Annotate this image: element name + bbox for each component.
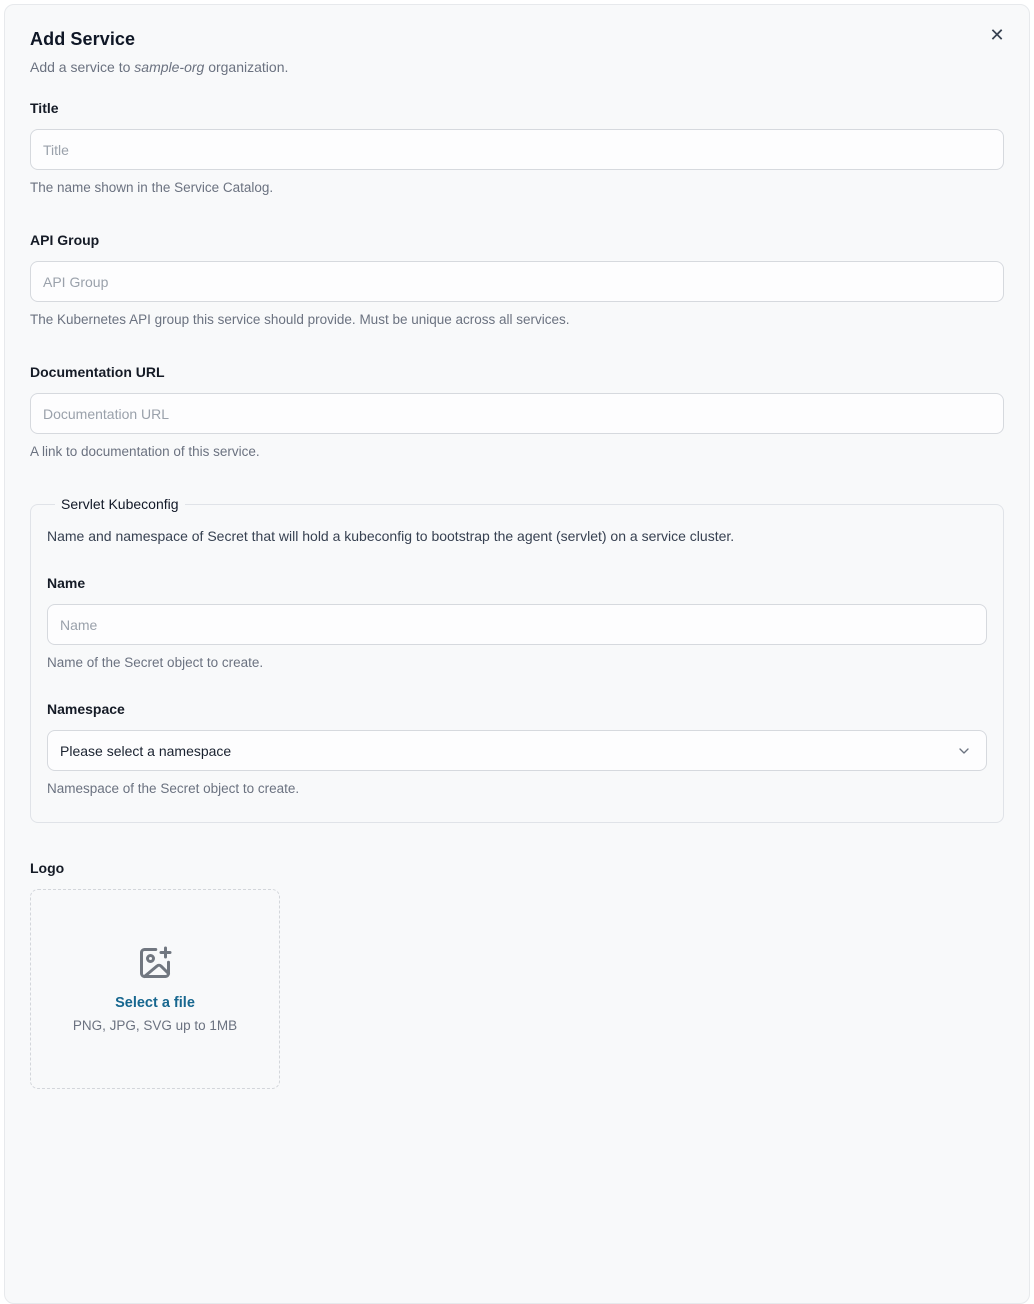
close-button[interactable] [985, 23, 1009, 47]
title-label: Title [30, 100, 59, 116]
secret-namespace-field-group [47, 701, 987, 796]
title-input[interactable] [30, 129, 1004, 170]
logo-field-group [30, 860, 1004, 1089]
documentation-url-field-group [30, 364, 1004, 459]
logo-label: Logo [30, 860, 65, 876]
api-group-help-text: The Kubernetes API group this service should provide. Must be unique across all services. [30, 312, 570, 327]
documentation-url-help-text: A link to documentation of this service. [30, 444, 260, 459]
select-file-button[interactable]: Select a file [115, 995, 195, 1011]
servlet-kubeconfig-legend: Servlet Kubeconfig [61, 496, 179, 512]
subtitle-prefix: Add a service to [30, 59, 135, 75]
documentation-url-input[interactable] [30, 393, 1004, 434]
secret-name-help-text: Name of the Secret object to create. [47, 655, 264, 670]
image-plus-icon [137, 945, 173, 986]
secret-name-field-group [47, 575, 987, 670]
add-service-modal [4, 4, 1030, 1304]
modal-subtitle [30, 59, 1004, 75]
namespace-select[interactable] [47, 730, 987, 771]
file-type-hint: PNG, JPG, SVG up to 1MB [72, 1018, 238, 1033]
documentation-url-label: Documentation URL [30, 364, 165, 380]
servlet-kubeconfig-description: Name and namespace of Secret that will hold a kubeconfig to bootstrap the agent (servlet) on a service cluster. [47, 528, 735, 544]
close-icon: ✕ [989, 25, 1005, 45]
title-field-group [30, 100, 1004, 195]
secret-name-label: Name [47, 575, 86, 591]
secret-name-input[interactable] [47, 604, 987, 645]
title-help-text: The name shown in the Service Catalog. [30, 180, 274, 195]
namespace-select-value: Please select a namespace [60, 742, 232, 759]
logo-upload-dropzone[interactable] [30, 889, 280, 1089]
api-group-input[interactable] [30, 261, 1004, 302]
chevron-down-icon [956, 743, 972, 759]
subtitle-suffix: organization. [204, 59, 289, 75]
subtitle-org-name: sample-org [134, 59, 205, 75]
secret-namespace-help-text: Namespace of the Secret object to create. [47, 781, 300, 796]
secret-namespace-label: Namespace [47, 701, 125, 717]
servlet-kubeconfig-fieldset [30, 496, 1004, 823]
modal-title: Add Service [30, 29, 136, 49]
api-group-field-group [30, 232, 1004, 327]
api-group-label: API Group [30, 232, 100, 248]
